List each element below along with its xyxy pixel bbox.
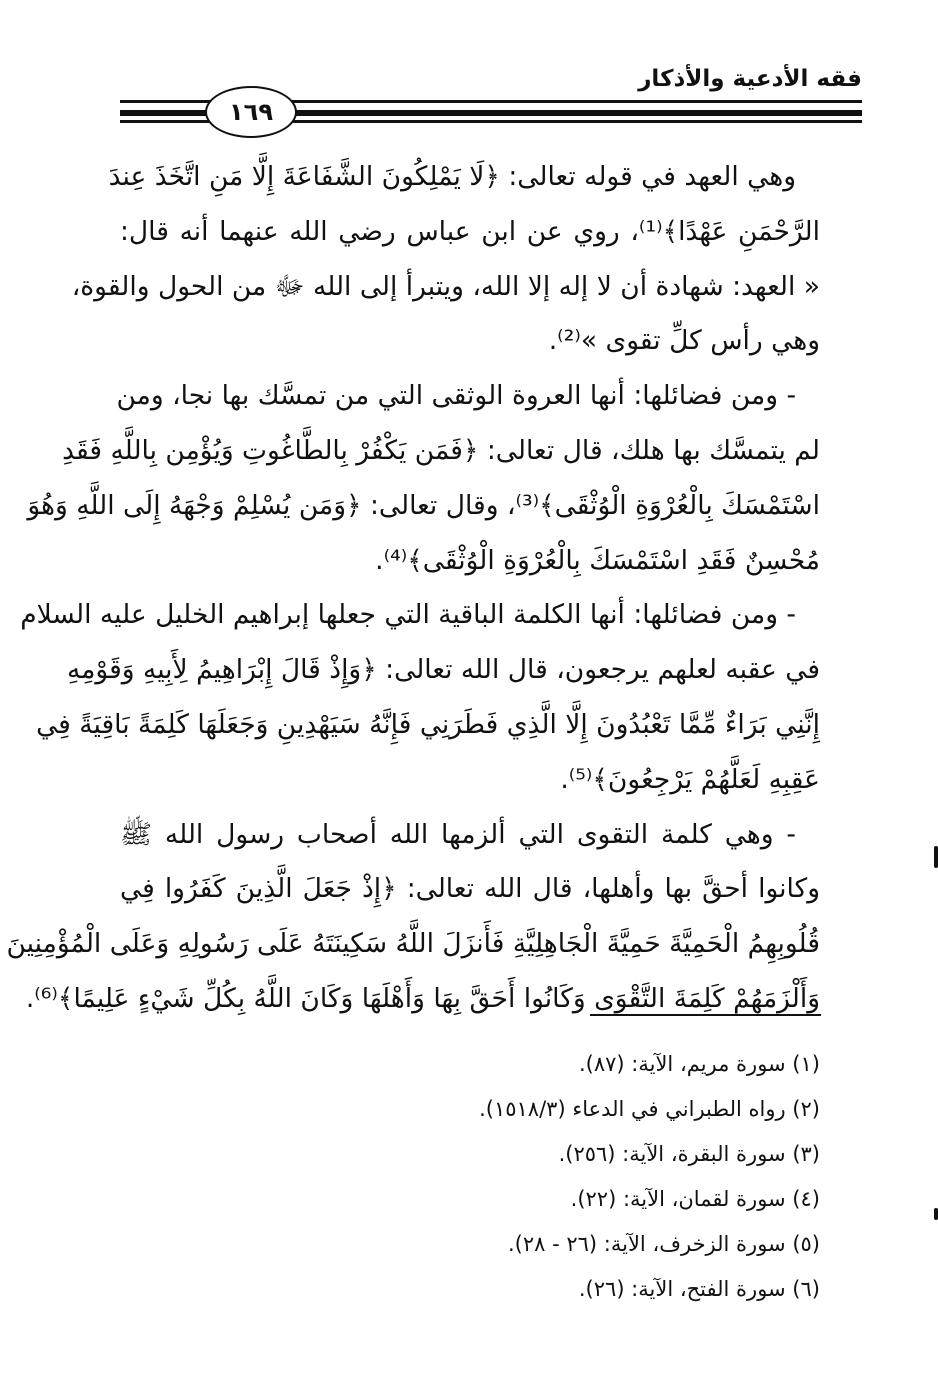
page-number: ١٦٩ <box>229 98 273 126</box>
text-line: « العهد: شهادة أن لا إله إلا الله، ويتبرأ إلى الله ﷻ من الحول والقوة، <box>71 270 820 302</box>
scan-edge-mark <box>934 846 938 868</box>
footnote: (٣) سورة البقرة، الآية: (٢٥٦). <box>558 1142 820 1166</box>
text-line: - ومن فضائلها: أنها العروة الوثقى التي من تمسَّك بها نجا، ومن <box>116 380 796 412</box>
text-line: إِنَّنِي بَرَاءٌ مِّمَّا تَعْبُدُونَ إِلَّا الَّذِي فَطَرَنِي فَإِنَّهُ سَيَهْدِينِ وَجَعَلَهَا كَلِمَةً بَاقِيَةً فِي <box>36 708 820 740</box>
footnote: (٥) سورة الزخرف، الآية: (٢٦ - ٢٨). <box>507 1232 820 1256</box>
footnote: (١) سورة مريم، الآية: (٨٧). <box>578 1052 820 1076</box>
footnote-separator <box>590 1014 821 1016</box>
page-number-frame <box>205 86 297 138</box>
text-line: - ومن فضائلها: أنها الكلمة الباقية التي جعلها إبراهيم الخليل عليه السلام <box>20 599 796 631</box>
text-line: وكانوا أحقَّ بها وأهلها، قال الله تعالى: ﴿إِذْ جَعَلَ الَّذِينَ كَفَرُوا فِي <box>120 873 820 905</box>
text-line: مُحْسِنٌ فَقَدِ اسْتَمْسَكَ بِالْعُرْوَةِ الْوُثْقَى﴾⁽⁴⁾. <box>375 544 820 576</box>
text-line: عَقِبِهِ لَعَلَّهُمْ يَرْجِعُونَ﴾⁽⁵⁾. <box>560 763 820 795</box>
text-line: اسْتَمْسَكَ بِالْعُرْوَةِ الْوُثْقَى﴾⁽³⁾، وقال تعالى: ﴿وَمَن يُسْلِمْ وَجْهَهُ إِلَى اللَّهِ وَهُوَ <box>27 489 820 521</box>
footnote: (٤) سورة لقمان، الآية: (٢٢). <box>570 1187 820 1211</box>
text-line: وهي رأس كلِّ تقوى »⁽²⁾. <box>548 325 820 357</box>
running-title: فقه الأدعية والأذكار <box>638 66 862 92</box>
text-line: في عقبه لعلهم يرجعون، قال الله تعالى: ﴿وَإِذْ قَالَ إِبْرَاهِيمُ لِأَبِيهِ وَقَوْمِهِ <box>67 654 820 686</box>
scan-edge-mark <box>934 1208 938 1220</box>
text-line: لم يتمسَّك بها هلك، قال تعالى: ﴿فَمَن يَكْفُرْ بِالطَّاغُوتِ وَيُؤْمِن بِاللَّهِ فَقَدِ <box>62 434 820 466</box>
text-line: - وهي كلمة التقوى التي ألزمها الله أصحاب رسول الله ﷺ <box>120 818 796 850</box>
text-line: قُلُوبِهِمُ الْحَمِيَّةَ حَمِيَّةَ الْجَاهِلِيَّةِ فَأَنزَلَ اللَّهُ سَكِينَتَهُ عَلَى رَسُولِهِ وَعَلَى الْمُؤْمِنِينَ <box>6 928 820 960</box>
footnote: (٦) سورة الفتح، الآية: (٢٦). <box>578 1277 820 1301</box>
footnotes <box>120 1042 820 1312</box>
text-line: وَأَلْزَمَهُمْ كَلِمَةَ التَّقْوَى وَكَانُوا أَحَقَّ بِهَا وَأَهْلَهَا وَكَانَ اللَّهُ بِكُلِّ شَيْءٍ عَلِيمًا﴾⁽⁶⁾. <box>25 982 820 1014</box>
text-line: الرَّحْمَنِ عَهْدًا﴾⁽¹⁾، روي عن ابن عباس رضي الله عنهما أنه قال: <box>120 215 820 247</box>
footnote: (٢) رواه الطبراني في الدعاء (١٥١٨/٣). <box>479 1097 820 1121</box>
text-line: وهي العهد في قوله تعالى: ﴿لَا يَمْلِكُونَ الشَّفَاعَةَ إِلَّا مَنِ اتَّخَذَ عِندَ <box>108 161 796 192</box>
main-text <box>6 150 820 1027</box>
